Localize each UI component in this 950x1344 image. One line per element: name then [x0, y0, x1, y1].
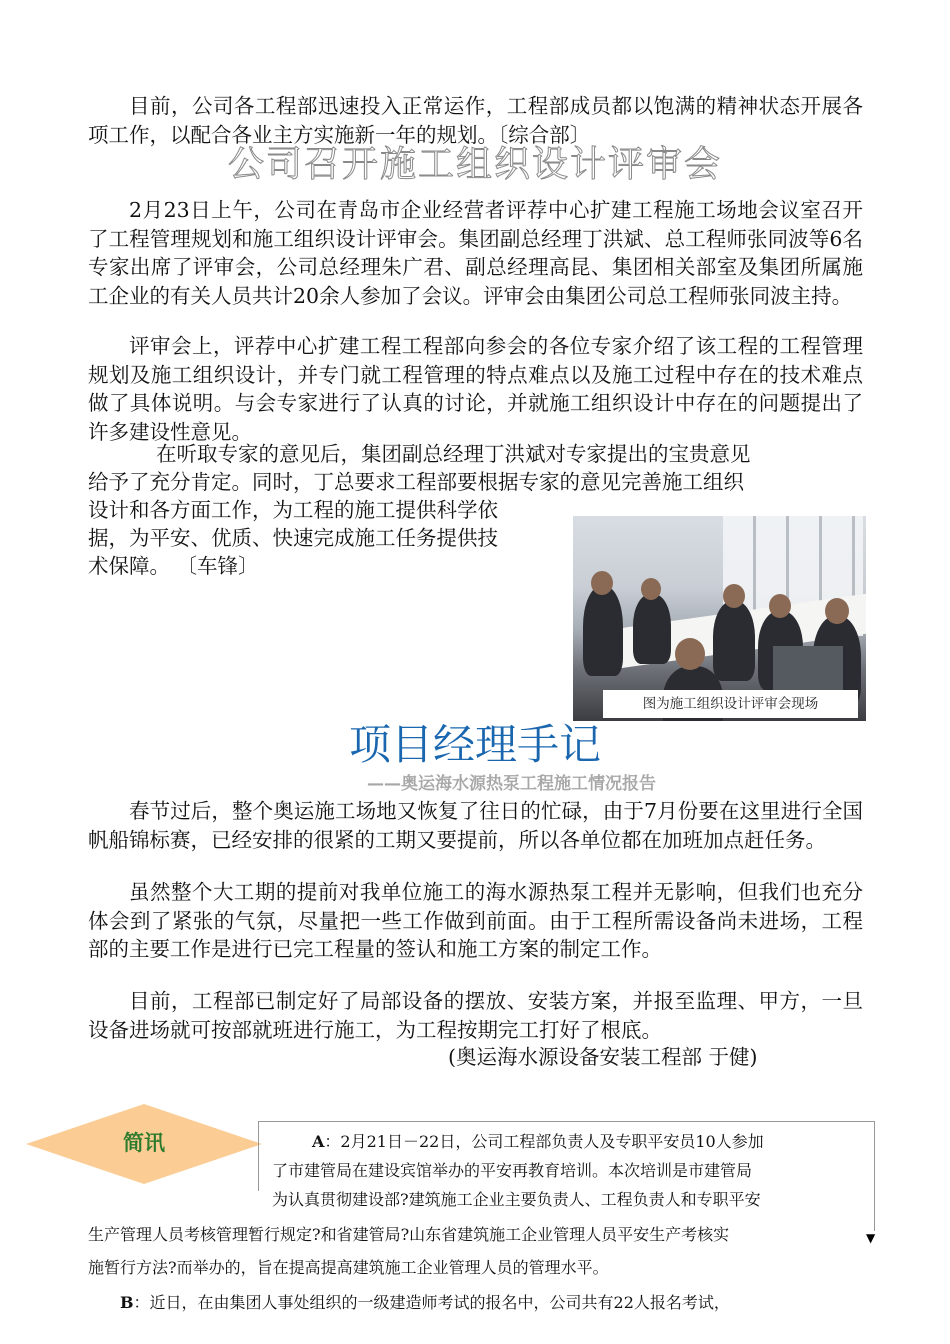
article1-p3-line: 给予了充分肯定。同时，丁总要求工程部要根据专家的意见完善施工组织	[88, 470, 744, 494]
news-item-b-text: ：近日，在由集团人事处组织的一级建造师考试的报名中，公司共有22人报名考试，	[133, 1293, 730, 1312]
article1-paragraph-2: 评审会上，评荐中心扩建工程工程部向参会的各位专家介绍了该工程的工程管理规划及施工组织设计，并专门就工程管理的特点难点以及施工过程中存在的技术难点做了具体说明。与会专家进行了认真的讨论，并就施工组织设计中存在的问题提出了许多建设性意见。	[88, 334, 863, 444]
article1-p3-line: 据，为平安、优质、快速完成施工任务提供技	[88, 526, 498, 550]
news-item-a-line: 生产管理人员考核管理暂行规定?和省建管局?山东省建筑施工企业管理人员平安生产考核实	[88, 1225, 730, 1244]
article2-paragraph-2: 虽然整个大工期的提前对我单位施工的海水源热泵工程并无影响，但我们也充分体会到了紧张的气氛，尽量把一些工作做到前面。由于工程所需设备尚未进场，工程部的主要工作是进行已完工程量的签认和施工方案的制定工作。	[88, 880, 863, 961]
news-frame-top	[258, 1121, 874, 1122]
news-item-a-line: 了市建管局在建设宾馆举办的平安再教育培训。本次培训是市建管局	[272, 1161, 753, 1180]
article2-title: 项目经理手记	[348, 720, 601, 769]
article2-paragraph-3: 目前，工程部已制定好了局部设备的摆放、安装方案，并报至监理、甲方，一旦设备进场就可按部就班进行施工，为工程按期完工打好了根底。	[88, 989, 863, 1042]
article1-paragraph-1: 2月23日上午，公司在青岛市企业经营者评荐中心扩建工程施工场地会议室召开了工程管理规划和施工组织设计评审会。集团副总经理丁洪斌、总工程师张同波等6名专家出席了评审会，公司总经理朱广君、副总经理高昆、集团相关部室及集团所属施工企业的有关人员共计20余人参加了会议。评审会由集团公司总工程师张同波主持。	[88, 198, 863, 308]
photo-caption: 图为施工组织设计评审会现场	[603, 690, 858, 718]
article1-p3-line: 术保障。 〔车锋〕	[88, 554, 259, 578]
news-item-a-line: 施暂行方法?而举办的，旨在提高提高建筑施工企业管理人员的管理水平。	[88, 1258, 609, 1277]
news-frame-right	[874, 1121, 875, 1231]
article1-title: 公司召开施工组织设计评审会	[227, 144, 722, 185]
arrow-down-icon: ▼	[866, 1231, 876, 1245]
news-item-a-line	[312, 1129, 764, 1155]
news-item-a-text: ：2月21日－22日，公司工程部负责人及专职平安员10人参加	[324, 1132, 764, 1151]
news-item-a-line: 为认真贯彻建设部?建筑施工企业主要负责人、工程负责人和专职平安	[272, 1190, 761, 1209]
article1-p3-line: 在听取专家的意见后，集团副总经理丁洪斌对专家提出的宝贵意见	[156, 442, 751, 466]
news-item-b-line	[120, 1290, 730, 1316]
article1-p3-line: 设计和各方面工作，为工程的施工提供科学依	[88, 498, 498, 522]
article2-paragraph-1: 春节过后，整个奥运施工场地又恢复了往日的忙碌，由于7月份要在这里进行全国帆船锦标赛，已经安排的很紧的工期又要提前，所以各单位都在加班加点赶任务。	[88, 799, 863, 852]
news-item-b-marker: B	[120, 1293, 134, 1312]
news-label: 简讯	[123, 1131, 165, 1155]
news-frame-left	[258, 1121, 259, 1191]
article2-signature: (奥运海水源设备安装工程部 于健)	[448, 1045, 758, 1069]
intro-paragraph: 目前，公司各工程部迅速投入正常运作，工程部成员都以饱满的精神状态开展各项工作，以配合各业主方实施新一年的规划。〔综合部〕	[88, 94, 863, 147]
news-item-a-marker: A	[312, 1132, 325, 1151]
article2-subtitle: ——奥运海水源热泵工程施工情况报告	[367, 774, 656, 794]
